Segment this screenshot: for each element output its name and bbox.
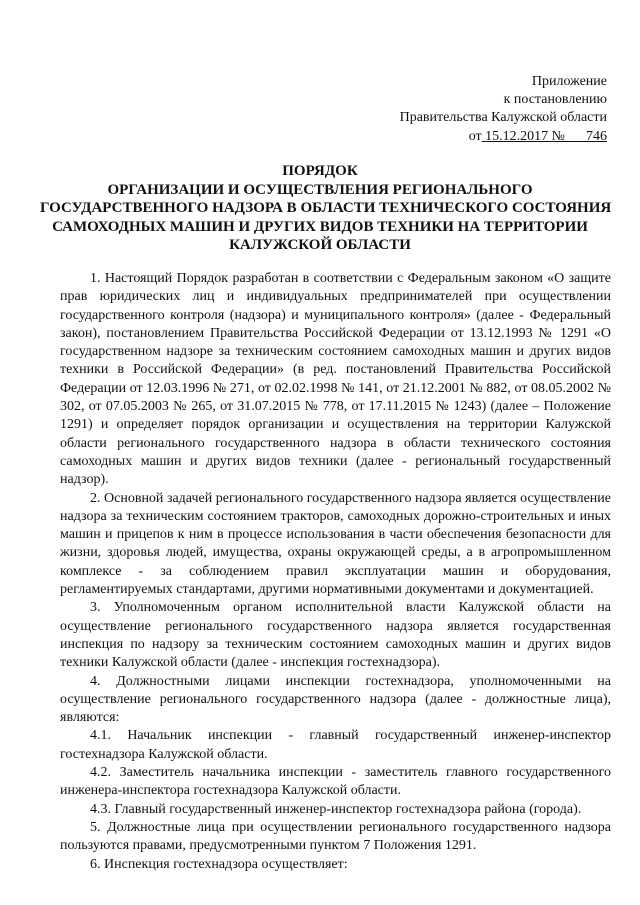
document-body <box>60 270 611 874</box>
paragraph-4: 4. Должностными лицами инспекции гостехнадзора, уполномоченными на осуществление регионального государственного надзора (далее - должностные лица), являются: <box>60 673 611 726</box>
appendix-line-2: к постановлению <box>503 92 607 108</box>
appendix-line-date <box>400 128 607 146</box>
title-line-1: ПОРЯДОК <box>282 163 358 179</box>
paragraph-6: 6. Инспекция гостехнадзора осуществляет: <box>90 856 348 872</box>
appendix-date-field <box>482 129 552 144</box>
paragraph-5: 5. Должностные лица при осуществлении регионального государственного надзора пользуются правами, предусмотренными пунктом 7 Положения 1291. <box>60 819 611 854</box>
title-line-2: ОРГАНИЗАЦИИ И ОСУЩЕСТВЛЕНИЯ РЕГИОНАЛЬНОГО <box>107 181 533 198</box>
appendix-number: 746 <box>586 128 607 144</box>
paragraph-1: 1. Настоящий Порядок разработан в соответствии с Федеральным законом «О защите прав юридических лиц и индивидуальных предпринимателей при осуществлении государственного контроля (надзора) и муниципального контроля» (далее - Федеральный закон), постановлением Правительства Российской Федерации от 13.12.1993 № 1291 «О государственном надзоре за техническим состоянием самоходных машин и других видов техники в Российской Федерации» (в ред. постановлений Правительства Российской Федерации от 12.03.1996 № 271, от 02.02.1998 № 141, от 21.12.2001 № 882, от 08.05.2002 № 302, от 07.05.2003 № 265, от 31.07.2015 № 778, от 17.11.2015 № 1243) (далее – Положение 1291) и определяет порядок организации и осуществления на территории Калужской области регионального государственного надзора в области технического состояния самоходных машин и других видов техники (далее - региональный государственный надзор). <box>60 271 611 488</box>
title-line-5: КАЛУЖСКОЙ ОБЛАСТИ <box>229 237 411 253</box>
title-line-3: ГОСУДАРСТВЕННОГО НАДЗОРА В ОБЛАСТИ ТЕХНИЧЕСКОГО СОСТОЯНИЯ <box>40 200 612 216</box>
paragraph-4-2: 4.2. Заместитель начальника инспекции - заместитель главного государственного инженера-инспектора гостехнадзора Калужской области. <box>60 765 611 799</box>
appendix-number-field <box>565 129 607 144</box>
paragraph-4-1: 4.1. Начальник инспекции - главный государственный инженер-инспектор гостехнадзора Калужской области. <box>60 728 611 762</box>
appendix-block <box>400 73 607 146</box>
title-line-4: САМОХОДНЫХ МАШИН И ДРУГИХ ВИДОВ ТЕХНИКИ НА ТЕРРИТОРИИ <box>52 218 588 235</box>
appendix-line-3: Правительства Калужской области <box>399 110 607 126</box>
appendix-line-1: Приложение <box>531 74 607 89</box>
paragraph-3: 3. Уполномоченным органом исполнительной власти Калужской области на осуществление регионального государственного надзора является государственная инспекция по надзору за техническим состоянием самоходных машин и других видов техники Калужской области (далее - инспекция гостехнадзора). <box>60 600 611 671</box>
appendix-from-prefix: от <box>468 128 482 144</box>
paragraph-4-3: 4.3. Главный государственный инженер-инспектор гостехнадзора района (города). <box>90 801 582 817</box>
paragraph-2: 2. Основной задачей регионального государственного надзора является осуществление надзора за техническим состоянием тракторов, самоходных дорожно-строительных и иных машин и прицепов к ним в процессе использования в части обеспечения безопасности для жизни, здоровья людей, имущества, охраны окружающей среды, а в агропромышленном комплексе - за соблюдением правил эксплуатации машин и оборудования, регламентируемых стандартами, другими нормативными документами и документацией. <box>60 490 611 598</box>
appendix-date: 15.12.2017 <box>485 128 549 144</box>
appendix-number-sign: № <box>551 128 565 144</box>
document-title <box>40 162 612 255</box>
